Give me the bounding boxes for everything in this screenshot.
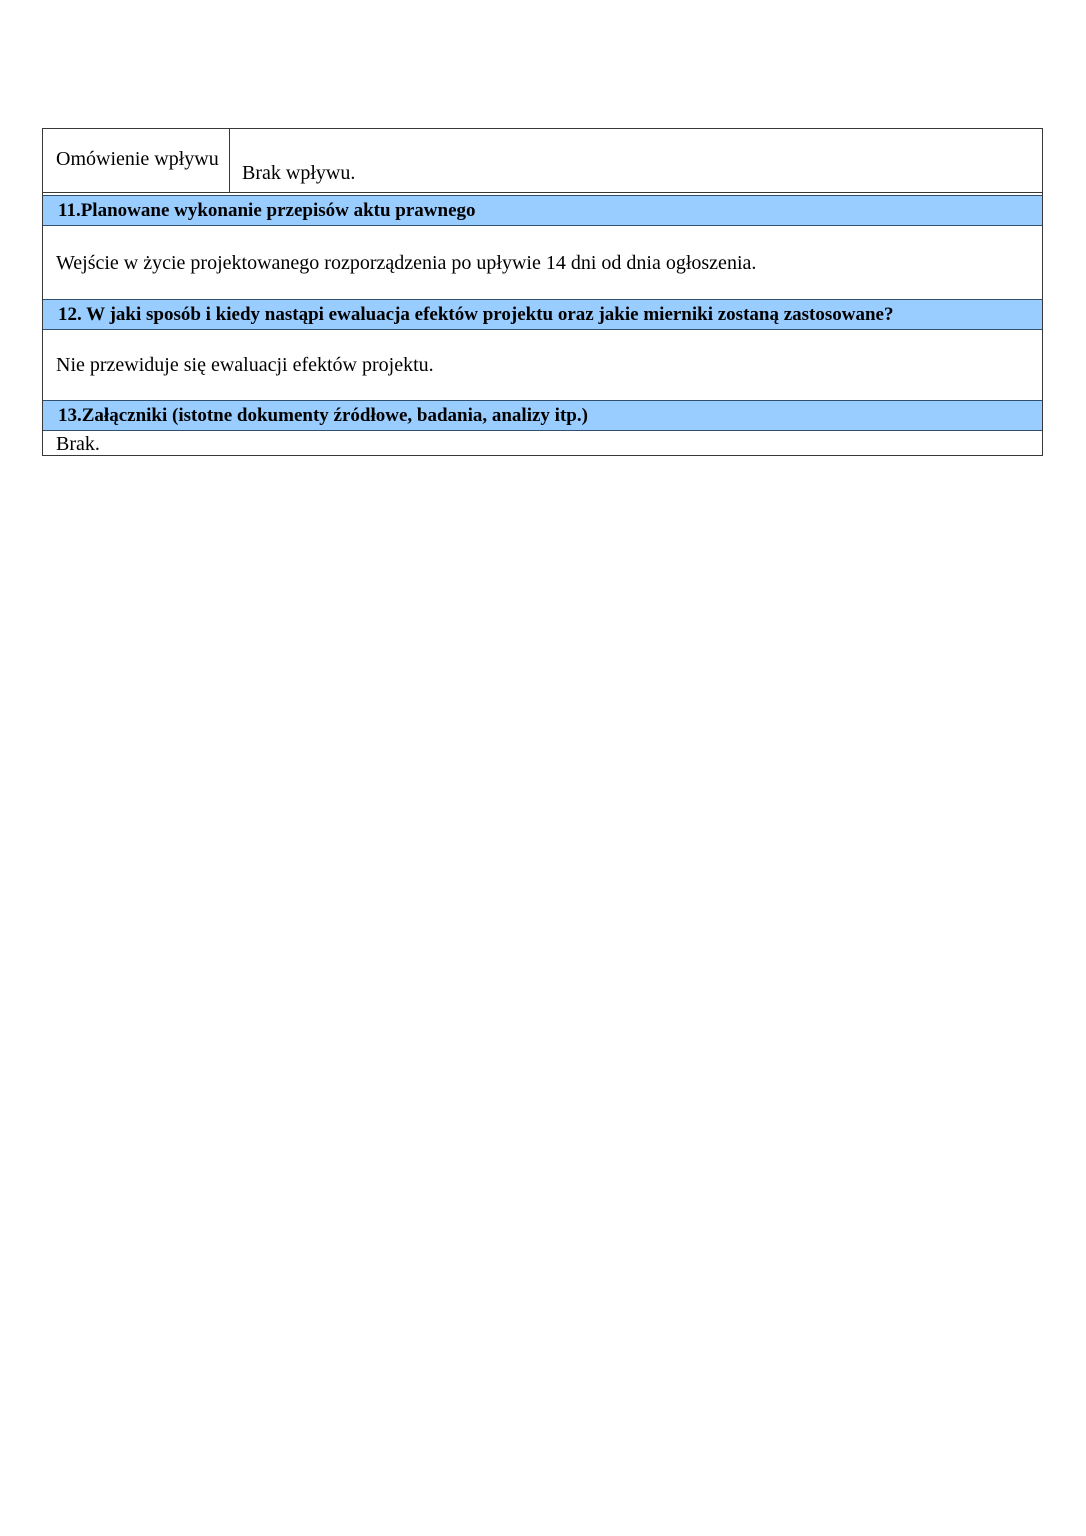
impact-discussion-row (43, 129, 1042, 193)
impact-discussion-value: Brak wpływu. (242, 162, 356, 184)
section-11-header: 11.Planowane wykonanie przepisów aktu prawnego (43, 195, 1042, 226)
osr-form-table (42, 128, 1043, 456)
impact-discussion-label: Omówienie wpływu (43, 129, 230, 192)
section-13-body: Brak. (56, 433, 100, 455)
section-13-header: 13.Załączniki (istotne dokumenty źródłowe, badania, analizy itp.) (43, 400, 1042, 431)
section-12-body: Nie przewiduje się ewaluacji efektów projektu. (56, 354, 434, 376)
section-12-header: 12. W jaki sposób i kiedy nastąpi ewaluacja efektów projektu oraz jakie mierniki zostaną zastosowane? (43, 299, 1042, 330)
section-11-body: Wejście w życie projektowanego rozporządzenia po upływie 14 dni od dnia ogłoszenia. (56, 251, 757, 274)
